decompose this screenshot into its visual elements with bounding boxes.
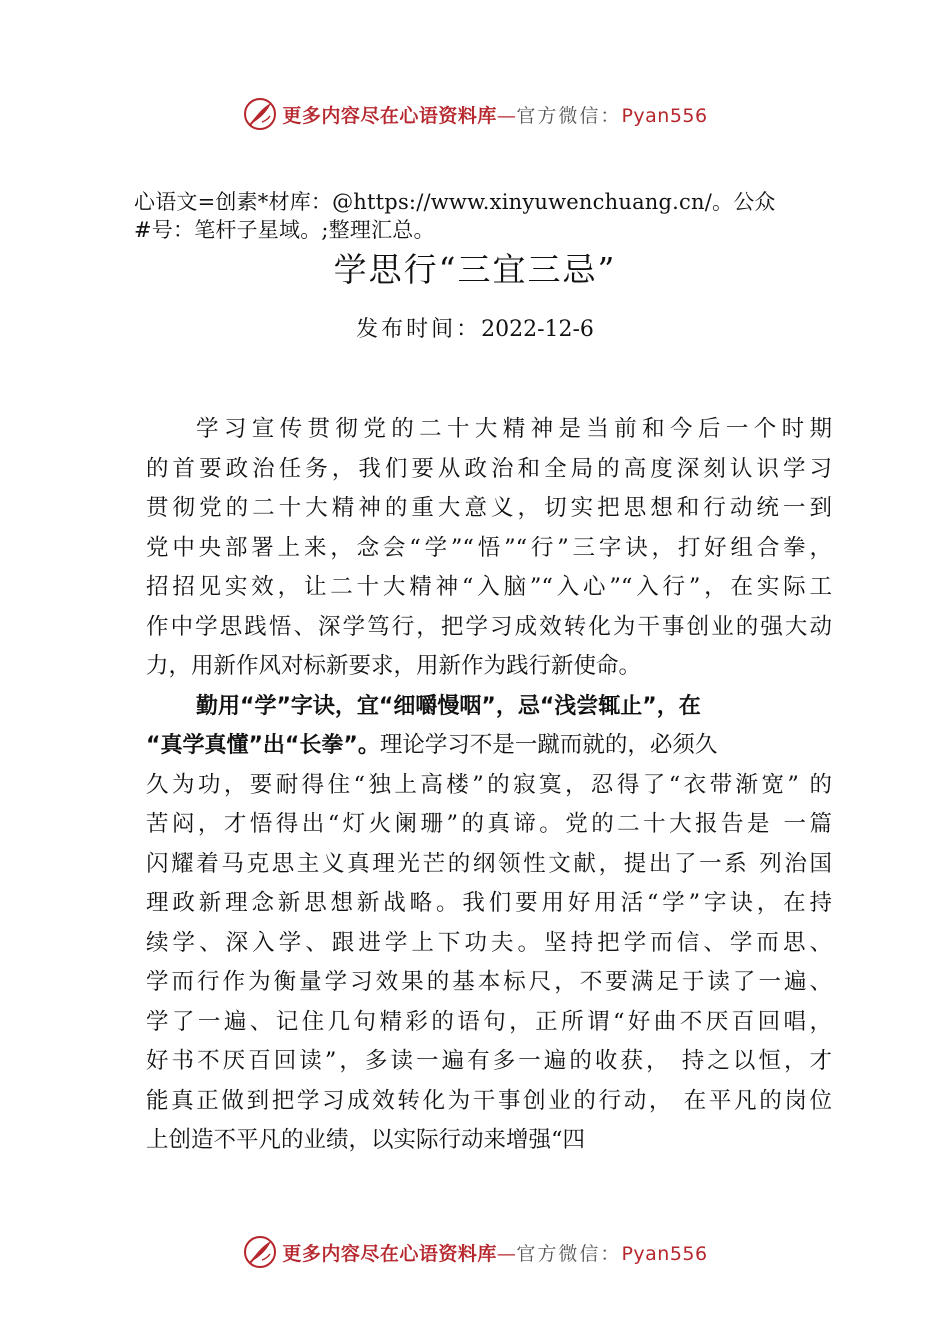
banner-wechat-id: Pyan556 [621,1242,708,1265]
banner-dash: — [496,1242,517,1265]
publish-date-label: 发布时间： [356,317,482,342]
paragraph-line [146,726,832,766]
quill-logo-icon [242,96,278,132]
paragraph-line: 续学、深入学、跟进学上下功夫。坚持把学而信、学而思、 [146,929,832,956]
paragraph-line: 好书不厌百回读”，多读一遍有多一遍的收获， 持之以恒，才 [146,1048,832,1074]
paragraph-text: 理论学习不是一蹴而就的，必须久 [379,732,718,758]
publish-date-value: 2022-12-6 [481,317,594,342]
paragraph-line: 苦闷，才悟得出“灯火阑珊”的真谛。党的二十大报告是 一篇 [146,811,832,837]
paragraph-line: 作中学思践悟、深学笃行，把学习成效转化为干事创业的强大动 [146,613,832,640]
banner-text [282,1239,707,1266]
paragraph-line: 力，用新作风对标新要求，用新作为践行新使命。 [146,653,642,679]
banner-dash: — [496,104,517,127]
banner-main-text: 更多内容尽在心语资料库 [282,1242,497,1265]
paragraph-line: 学了一遍、记住几句精彩的语句，正所谓“好曲不厌百回唱， [146,1008,832,1035]
paragraph-line: 贯彻党的二十大精神的重大意义，切实把思想和行动统一到 [146,495,832,521]
header-watermark-banner [0,94,950,134]
section-heading-line: “真学真懂”出“长拳”。 [146,733,380,758]
paragraph-line: 学习宣传贯彻党的二十大精神是当前和今后一个时期 [196,416,832,442]
article-title: 学思行“三宜三忌” [333,250,617,289]
banner-text [282,101,707,128]
source-note-line: #号：笔杆子星域。;整理汇总。 [134,218,435,242]
paragraph-line: 能真正做到把学习成效转化为干事创业的行动， 在平凡的岗位 [146,1087,832,1114]
paragraph-line: 理政新理念新思想新战略。我们要用好用活“学”字诀，在持 [146,890,832,916]
paragraph-line: 闪耀着马克思主义真理光芒的纲领性文献，提出了一系 列治国 [146,850,832,877]
article-body [146,410,832,1161]
publish-date [0,314,950,346]
paragraph-line: 的首要政治任务，我们要从政治和全局的高度深刻认识学习 [146,455,832,482]
paragraph-line: 学而行作为衡量学习效果的基本标尺，不要满足于读了一遍、 [146,969,832,995]
paragraph-line: 上创造不平凡的业绩，以实际行动来增强“四 [146,1127,586,1153]
section-heading-line: 勤用“学”字诀，宜“细嚼慢咽”，忌“浅尝辄止”，在 [196,693,701,719]
source-note [134,188,854,244]
paragraph-line: 久为功，要耐得住“独上高楼”的寂寞，忍得了“衣带渐宽” 的 [146,771,832,798]
source-note-line: 心语文=创素*材库：@https://www.xinyuwenchuang.cn/。公众 [134,190,776,214]
banner-wechat-label: 官方微信： [516,104,622,127]
footer-watermark-banner [0,1232,950,1272]
paragraph-line: 党中央部署上来，念会“学”“悟”“行”三字诀，打好组合拳， [146,534,832,561]
banner-wechat-label: 官方微信： [516,1242,622,1265]
banner-main-text: 更多内容尽在心语资料库 [282,104,497,127]
banner-wechat-id: Pyan556 [621,104,708,127]
quill-logo-icon [242,1234,278,1270]
paragraph-line: 招招见实效，让二十大精神“入脑”“入心”“入行”，在实际工 [146,574,832,600]
